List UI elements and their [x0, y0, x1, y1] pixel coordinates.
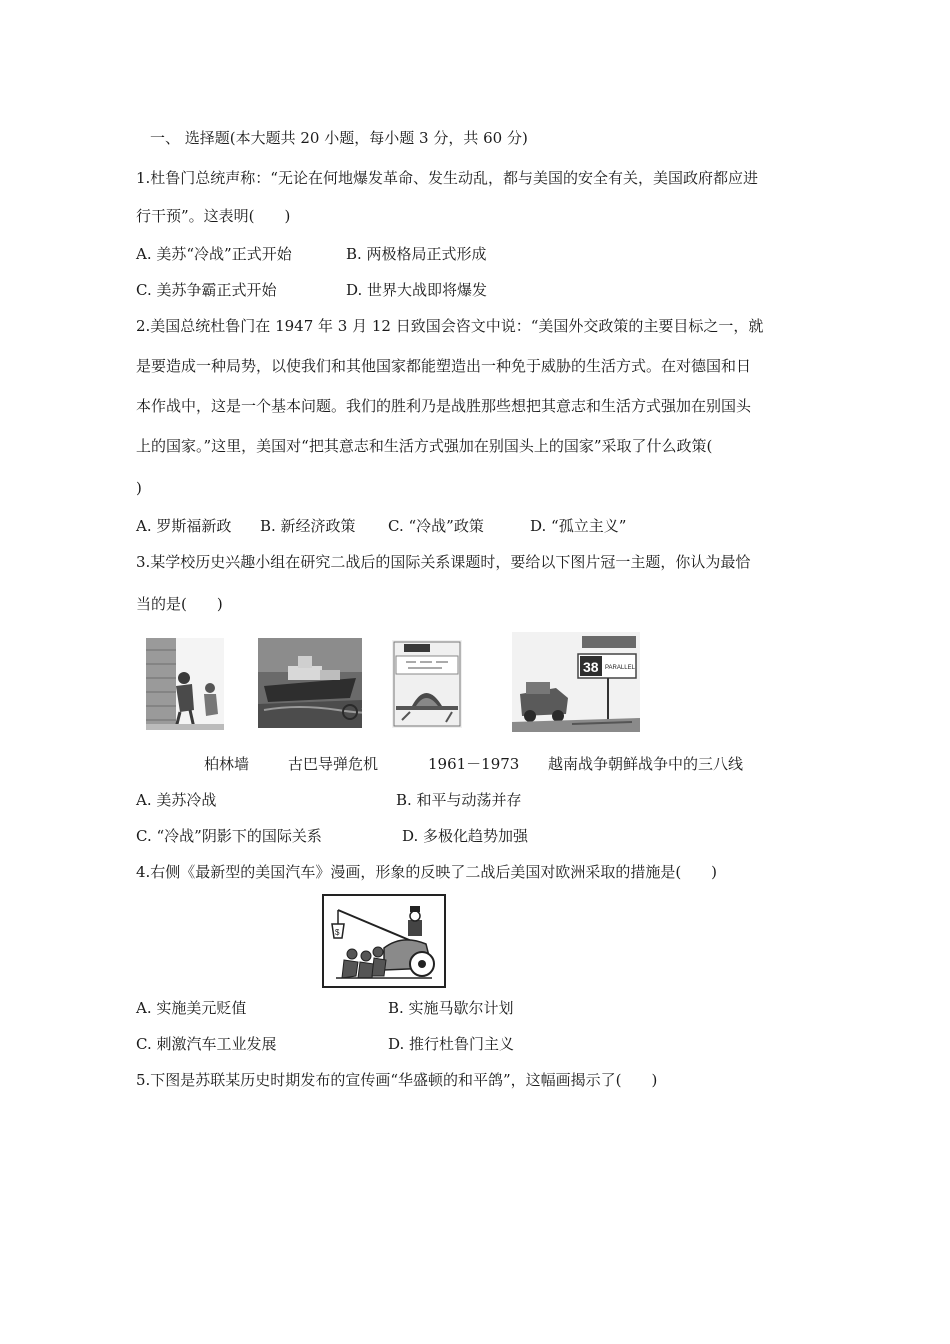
vietnam-war-poster [392, 640, 462, 728]
q2-line-1: 2.美国总统杜鲁门在 1947 年 3 月 12 日致国会咨文中说：“美国外交政策的主要目标之一，就 [136, 317, 764, 335]
q2-option-b: B. 新经济政策 [260, 517, 356, 535]
q1-option-b: B. 两极格局正式形成 [346, 245, 487, 263]
caption-vietnam-years: 1961－1973 [428, 755, 520, 773]
q4-option-c: C. 刺激汽车工业发展 [136, 1035, 277, 1053]
q1-option-c: C. 美苏争霸正式开始 [136, 281, 277, 299]
q4-option-a: A. 实施美元贬值 [136, 999, 247, 1017]
q3-line-2: 当的是( ) [136, 595, 223, 613]
q2-option-a: A. 罗斯福新政 [136, 517, 232, 535]
caption-berlin-wall: 柏林墙 [204, 755, 250, 773]
q4-line-1: 4.右侧《最新型的美国汽车》漫画，形象的反映了二战后美国对欧洲采取的措施是( ) [136, 863, 718, 881]
q1-line-1: 1.杜鲁门总统声称：“无论在何地爆发革命、发生动乱，都与美国的安全有关，美国政府都应进 [136, 169, 758, 187]
38th-parallel-photo [512, 632, 640, 732]
berlin-wall-photo [146, 638, 224, 730]
q2-option-d: D. “孤立主义” [530, 517, 627, 535]
q5-line-1: 5.下图是苏联某历史时期发布的宣传画“华盛顿的和平鸽”，这幅画揭示了( ) [136, 1071, 658, 1089]
q2-line-5: ) [136, 479, 142, 497]
q1-option-d: D. 世界大战即将爆发 [346, 281, 488, 299]
q3-line-1: 3.某学校历史兴趣小组在研究二战后的国际关系课题时，要给以下图片冠一主题，你认为最恰 [136, 553, 751, 571]
q3-option-a: A. 美苏冷战 [136, 791, 217, 809]
q4-option-d: D. 推行杜鲁门主义 [388, 1035, 515, 1053]
q4-option-b: B. 实施马歇尔计划 [388, 999, 514, 1017]
q3-option-b: B. 和平与动荡并存 [396, 791, 522, 809]
svg-text:$: $ [335, 928, 340, 937]
caption-cuban-missile-crisis: 古巴导弹危机 [288, 755, 379, 773]
q3-option-d: D. 多极化趋势加强 [402, 827, 529, 845]
caption-korea-38th: 越南战争朝鲜战争中的三八线 [548, 755, 744, 773]
parallel-sign-word: PARALLEL [605, 665, 635, 671]
q3-option-c: C. “冷战”阴影下的国际关系 [136, 827, 322, 845]
q1-line-2: 行干预”。这表明( ) [136, 207, 291, 225]
american-car-cartoon [322, 894, 446, 988]
q1-option-a: A. 美苏“冷战”正式开始 [136, 245, 292, 263]
q2-line-3: 本作战中，这是一个基本问题。我们的胜利乃是战胜那些想把其意志和生活方式强加在别国头 [136, 397, 752, 415]
parallel-sign-number: 38 [583, 659, 599, 675]
cuban-missile-crisis-photo [258, 638, 362, 728]
q2-line-2: 是要造成一种局势，以使我们和其他国家都能塑造出一种免于威胁的生活方式。在对德国和日 [136, 357, 752, 375]
q2-line-4: 上的国家。”这里，美国对“把其意志和生活方式强加在别国头上的国家”采取了什么政策( [136, 437, 713, 455]
q2-option-c: C. “冷战”政策 [388, 517, 484, 535]
section-title: 一、 选择题(本大题共 20 小题，每小题 3 分，共 60 分) [150, 129, 528, 147]
